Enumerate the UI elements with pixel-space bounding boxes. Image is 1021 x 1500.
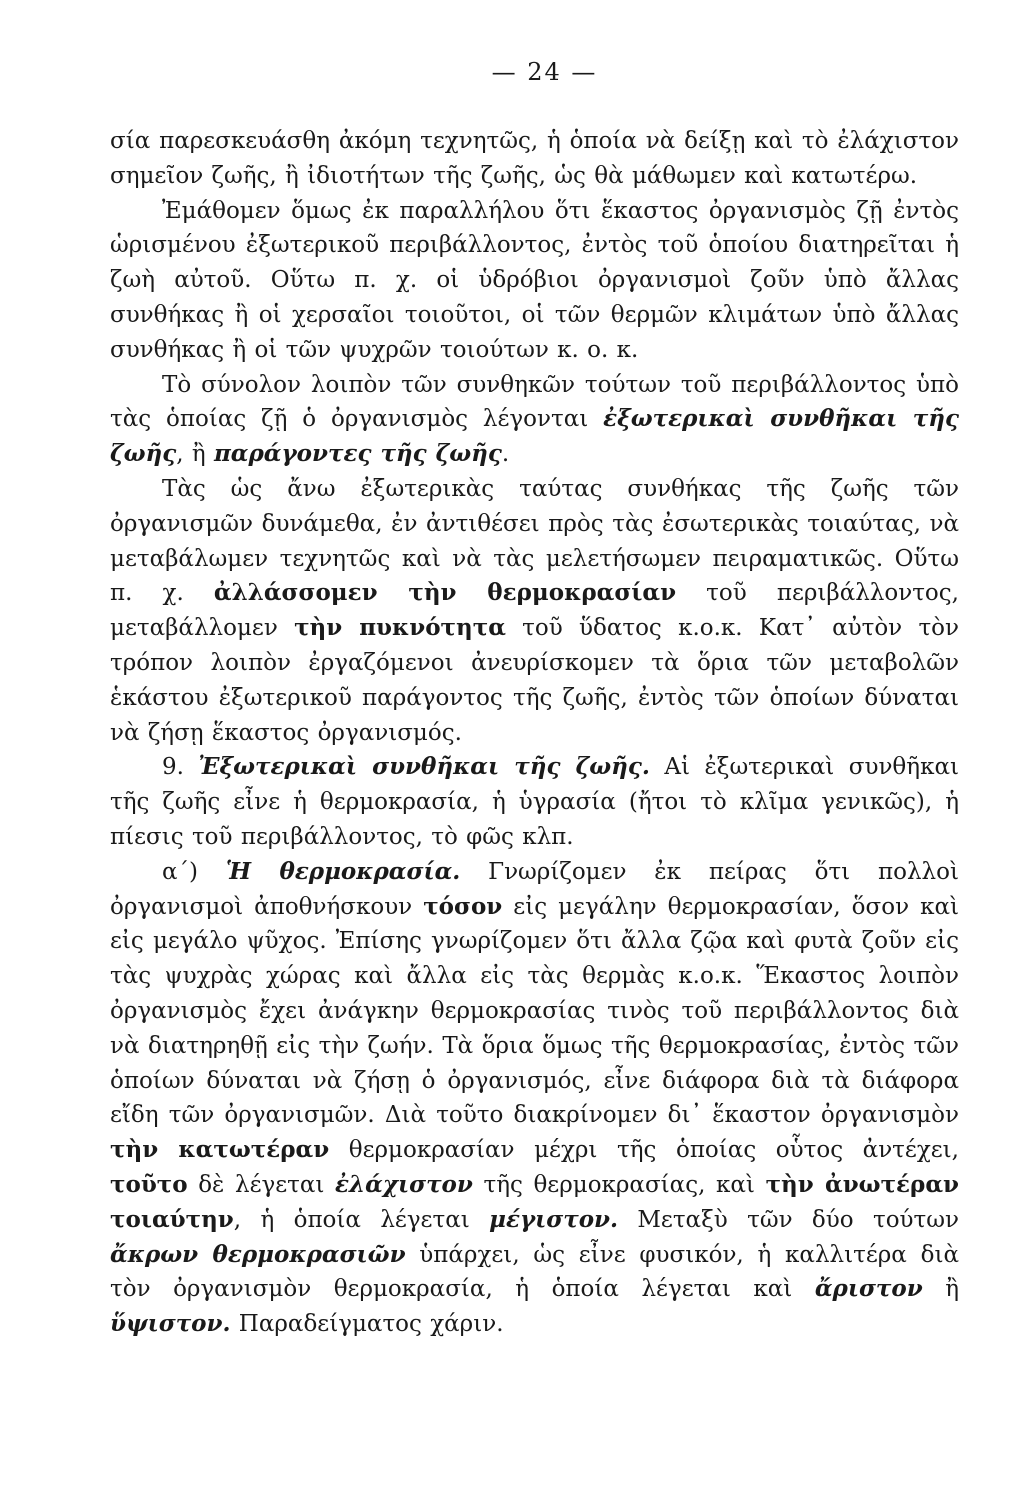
paragraph-6-text-c: Γνωρίζομεν ἐκ πείρας ὅτι πολλοὶ ὀργανισμοὶ ἀποθνήσκουν [110,858,959,920]
paragraph-3-text-a: Τὸ σύνολον λοιπὸν τῶν συνθηκῶν τούτων τοῦ περιβάλλοντος ὑπὸ τὰς ὁποίας ζῇ ὁ ὀργανισμὸς λέγονται [110,371,959,433]
paragraph-4 [110,472,959,750]
paragraph-6-text-i: δὲ λέγεται [187,1171,336,1198]
paragraph-3-text-c: , ἢ [176,441,214,468]
paragraph-3-text-e: . [501,441,510,468]
paragraph-4-text-c: τοῦ περιβάλλοντος, μεταβάλλομεν [110,580,959,642]
term-life-factors: παράγοντες τῆς ζωῆς [213,440,502,468]
term-change-temperature: ἀλλάσσομεν τὴν θερμοκρασίαν [213,579,677,607]
paragraph-4-text-e: τοῦ ὕδατος κ.ο.κ. Κατ᾽ αὐτὸν τὸν τρόπον λοιπὸν ἐργαζόμενοι ἀνευρίσκομεν τὰ ὅρια τῶν μεταβολῶν ἑκάστου ἐξωτερικοῦ παράγοντος τῆς ζωῆς, ἐντὸς τῶν ὁποίων δύναται νὰ ζήσῃ ἕκαστος ὀργανισμός. [110,615,959,746]
paragraph-2: Ἐμάθομεν ὅμως ἐκ παραλλήλου ὅτι ἕκαστος ὀργανισμὸς ζῇ ἐντὸς ὡρισμένου ἐξωτερικοῦ περιβάλλοντος, ἐντὸς τοῦ ὁποίου διατηρεῖται ἡ ζωὴ αὐτοῦ. Οὕτω π. χ. οἱ ὑδρόβιοι ὀργανισμοὶ ζοῦν ὑπὸ ἄλλας συνθήκας ἢ οἱ χερσαῖοι τοιοῦτοι, οἱ τῶν θερμῶν κλιμάτων ὑπὸ ἄλλας συνθήκας ἢ οἱ τῶν ψυχρῶν τοιούτων κ. ο. κ. [110,197,959,363]
term-maximum: μέγιστον. [489,1205,618,1233]
term-extreme-temperatures: ἄκρων θερμοκρασιῶν [110,1240,406,1268]
section-number: 9. [162,754,199,781]
paragraph-3 [110,368,959,472]
term-highest: ὕψιστον. [110,1310,231,1338]
paragraph-6-text-k: τῆς θερμοκρασίας, καὶ [472,1171,766,1198]
paragraph-6-text-s: ἢ [922,1276,959,1303]
paragraph-6-text-e: εἰς μεγάλην θερμοκρασίαν, ὅσον καὶ εἰς μεγάλο ψῦχος. Ἐπίσης γνωρίζομεν ὅτι ἄλλα ζῷα καὶ φυτὰ ζοῦν εἰς τὰς ψυχρὰς χώρας καὶ ἄλλα εἰς τὰς θερμὰς κ.ο.κ. Ἕκαστος λοιπὸν ὀργανισμὸς ἔχει ἀνάγκην θερμοκρασίας τινὸς τοῦ περιβάλλοντος διὰ νὰ διατηρηθῇ εἰς τὴν ζωήν. Τὰ ὅρια ὅμως τῆς θερμοκρασίας, ἐντὸς τῶν ὁποίων δύναται νὰ ζήσῃ ὁ ὀργανισμός, εἶνε διάφορα διὰ τὰ διάφορα εἴδη τῶν ὀργανισμῶν. Διὰ τοῦτο διακρίνομεν δι᾽ ἕκαστον ὀργανισμὸν [110,893,959,1129]
paragraph-1: σία παρεσκευάσθη ἀκόμη τεχνητῶς, ἡ ὁποία νὰ δείξῃ καὶ τὸ ἐλάχιστον σημεῖον ζωῆς, ἢ ἰδιοτήτων τῆς ζωῆς, ὡς θὰ μάθωμεν καὶ κατωτέρω. [110,128,959,189]
paragraph-5 [110,750,959,854]
term-upper: τὴν ἀνωτέραν τοιαύτην [110,1170,959,1233]
section-heading-external-conditions: Ἐξωτερικαὶ συνθῆκαι τῆς ζωῆς. [198,753,650,781]
paragraph-6-text-o: Μεταξὺ τῶν δύο τούτων [618,1206,959,1233]
page-number: — 24 — [491,58,598,86]
term-minimum: ἐλάχιστον [335,1170,473,1198]
term-external-conditions: ἐξωτερικαὶ συνθῆκαι τῆς ζωῆς [110,405,960,468]
paragraph-6-text-g: θερμοκρασίαν μέχρι τῆς ὁποίας οὗτος ἀντέχει, [329,1137,959,1164]
term-touto: τοῦτο [110,1170,188,1198]
body-text [110,124,959,1342]
paragraph-6-text-m: , ἡ ὁποία λέγεται [233,1206,490,1233]
subsection-heading-temperature: Ἡ θερμοκρασία. [225,857,461,885]
paragraph-5-text-c: Αἱ ἐξωτερικαὶ συνθῆκαι τῆς ζωῆς εἶνε ἡ θερμοκρασία, ἡ ὑγρασία (ἤτοι τὸ κλῖμα γενικῶς), ἡ πίεσις τοῦ περιβάλλοντος, τὸ φῶς κλπ. [110,754,959,850]
term-density: τὴν πυκνότητα [294,614,506,642]
term-toson: τόσον [423,892,503,920]
paragraph-4-text-a: Τὰς ὡς ἄνω ἐξωτερικὰς ταύτας συνθήκας τῆς ζωῆς τῶν ὀργανισμῶν δυνάμεθα, ἐν ἀντιθέσει πρὸς τὰς ἐσωτερικὰς τοιαύτας, νὰ μεταβάλωμεν τεχνητῶς καὶ νὰ τὰς μελετήσωμεν πειραματικῶς. Οὕτω π. χ. [110,475,959,607]
term-optimum: ἄριστον [814,1275,923,1303]
paragraph-6-text-u: Παραδείγματος χάριν. [230,1311,504,1338]
subsection-label: α΄) [162,858,226,885]
paragraph-6 [110,855,959,1342]
term-lower: τὴν κατωτέραν [110,1136,330,1164]
paragraph-6-text-q: ὑπάρχει, ὡς εἶνε φυσικόν, ἡ καλλιτέρα διὰ τὸν ὀργανισμὸν θερμοκρασία, ἡ ὁποία λέγεται καὶ [110,1241,959,1303]
